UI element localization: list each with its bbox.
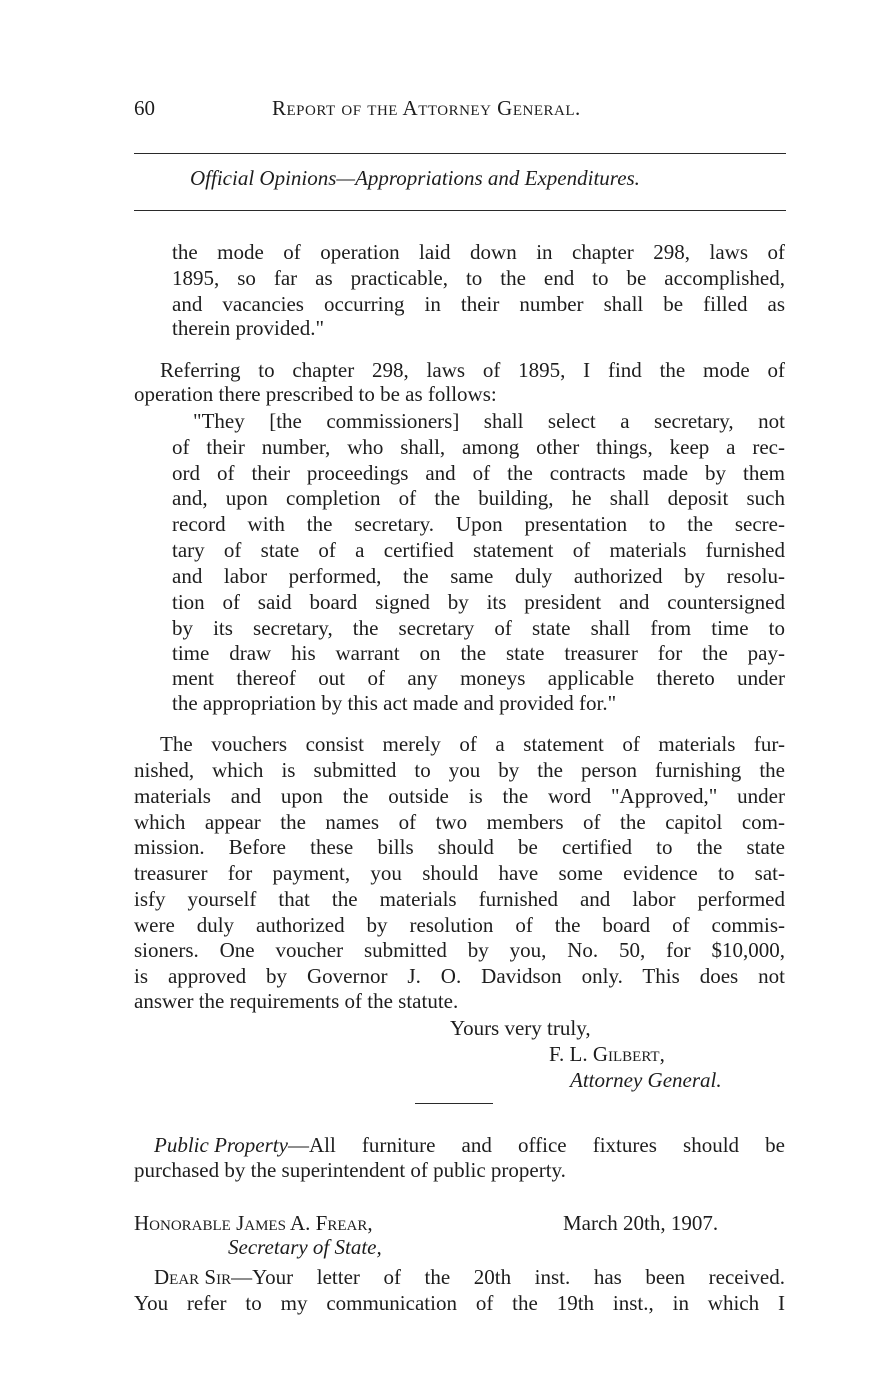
quote2-line: by its secretary, the secretary of state shall from time to [172, 616, 785, 640]
quote2-line: and labor performed, the same duly authorized by resolu- [172, 564, 785, 588]
para2-line: The vouchers consist merely of a statement of materials fur- [160, 732, 785, 756]
letter-date: March 20th, 1907. [563, 1211, 719, 1235]
quote2-line: record with the secretary. Upon presentation to the secre- [172, 512, 785, 536]
syllabus-text: —All furniture and office fixtures should be [287, 1133, 785, 1157]
quote1-line: 1895, so far as practicable, to the end to be accomplished, [172, 266, 785, 290]
quote2-line: ment thereof out of any moneys applicable thereto under [172, 666, 785, 690]
quote2-line: ord of their proceedings and of the contracts made by them [172, 461, 785, 485]
separator-rule [415, 1103, 493, 1104]
header-rule [134, 153, 786, 154]
para1-line: Referring to chapter 298, laws of 1895, I find the mode of [160, 358, 785, 382]
para2-line: isfy yourself that the materials furnished and labor performed [134, 887, 785, 911]
para2-line: materials and upon the outside is the word "Approved," under [134, 784, 785, 808]
quote1-line: therein provided." [172, 316, 325, 340]
para2-line: sioners. One voucher submitted by you, No. 50, for $10,000, [134, 938, 785, 962]
quote2-line: "They [the commissioners] shall select a secretary, not [193, 409, 785, 433]
quote2-line: the appropriation by this act made and provided for." [172, 691, 617, 715]
syllabus-line: purchased by the superintendent of public property. [134, 1158, 566, 1182]
addressee-title: Secretary of State, [228, 1235, 382, 1259]
quote2-line: and, upon completion of the building, he shall deposit such [172, 486, 785, 510]
letter-text: —Your letter of the 20th inst. has been received. [231, 1265, 785, 1289]
closing-signer: F. L. Gilbert, [549, 1042, 665, 1066]
section-rule [134, 210, 786, 211]
quote2-line: tion of said board signed by its president and countersigned [172, 590, 785, 614]
letter-line: You refer to my communication of the 19th inst., in which I [134, 1291, 785, 1315]
para2-line: which appear the names of two members of the capitol com- [134, 810, 785, 834]
addressee: Honorable James A. Frear, [134, 1211, 373, 1235]
para2-line: is approved by Governor J. O. Davidson only. This does not [134, 964, 785, 988]
quote2-line: time draw his warrant on the state treasurer for the pay- [172, 641, 785, 665]
quote1-line: the mode of operation laid down in chapter 298, laws of [172, 240, 785, 264]
letter-greeting: Dear Sir [154, 1265, 232, 1289]
quote2-line: tary of state of a certified statement of materials furnished [172, 538, 785, 562]
para2-line: mission. Before these bills should be certified to the state [134, 835, 785, 859]
para2-line: were duly authorized by resolution of the board of commis- [134, 913, 785, 937]
para1-line: operation there prescribed to be as follows: [134, 382, 497, 406]
quote1-line: and vacancies occurring in their number shall be filled as [172, 292, 785, 316]
para2-line: answer the requirements of the statute. [134, 989, 459, 1013]
page-number: 60 [134, 96, 155, 120]
quote2-line: of their number, who shall, among other things, keep a rec- [172, 435, 785, 459]
closing-title: Attorney General. [570, 1068, 722, 1092]
para2-line: treasurer for payment, you should have some evidence to sat- [134, 861, 785, 885]
syllabus-line [154, 1132, 785, 1158]
para2-line: nished, which is submitted to you by the person furnishing the [134, 758, 785, 782]
letter-line [154, 1264, 785, 1290]
section-heading: Official Opinions—Appropriations and Expenditures. [190, 166, 640, 190]
syllabus-topic: Public Property [154, 1133, 288, 1157]
running-title: Report of the Attorney General. [272, 96, 581, 120]
closing-salutation: Yours very truly, [450, 1016, 591, 1040]
